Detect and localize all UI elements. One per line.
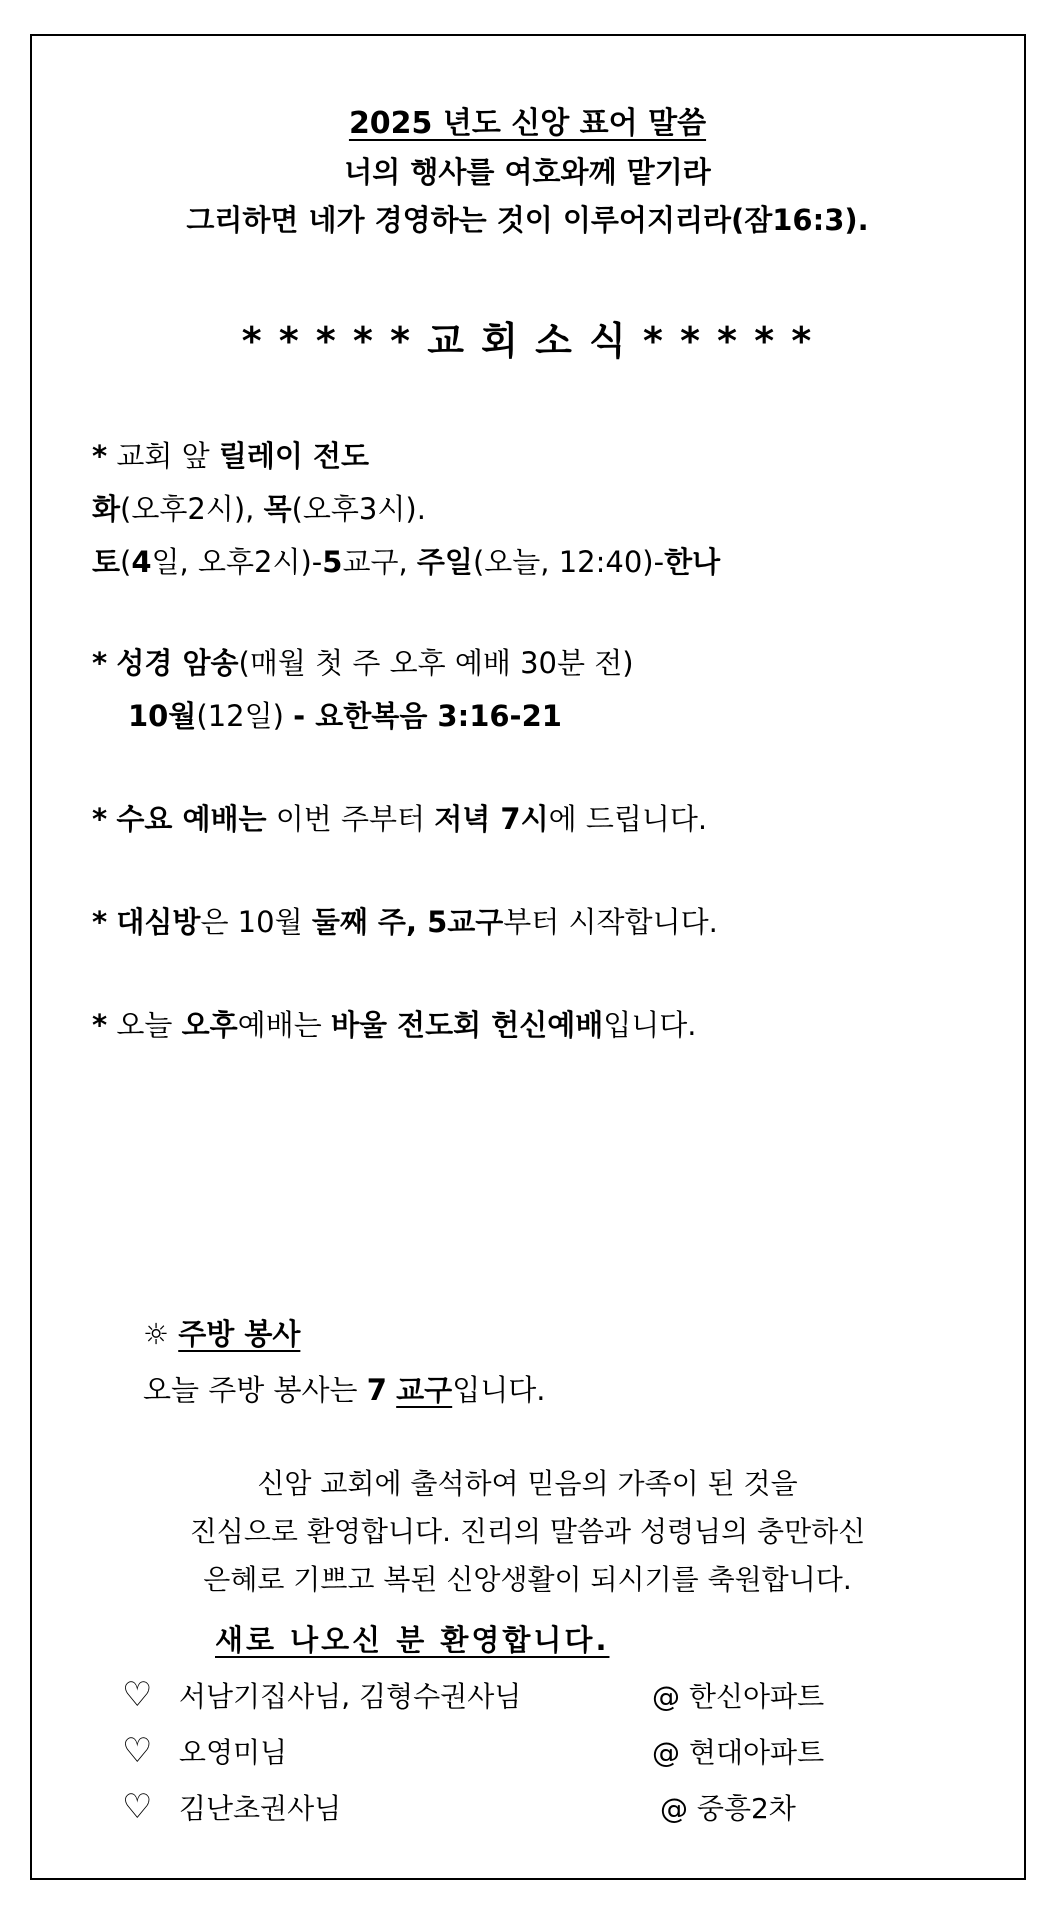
text: 부터 시작합니다. xyxy=(503,905,718,939)
bible-bold: 성경 암송 xyxy=(116,646,239,680)
church-news-header: * * * * * 교 회 소 식 * * * * * xyxy=(241,319,814,363)
bullet: * xyxy=(92,905,108,939)
date: (12일) xyxy=(196,699,294,733)
heart-icon: ♡ xyxy=(122,1675,153,1715)
text: 오늘 xyxy=(116,1008,182,1042)
text: 일, 오후2시)- xyxy=(151,545,323,579)
motto-verse-line2: 그리하면 네가 경영하는 것이 이루어지리라(잠16:3). xyxy=(186,203,869,237)
text: 수요 예배는 xyxy=(116,802,267,836)
day-tue: 화 xyxy=(92,492,121,526)
member-place: @ 중흥2차 xyxy=(660,1792,796,1825)
heart-icon: ♡ xyxy=(122,1731,153,1771)
district-label: 교구 xyxy=(396,1373,453,1407)
member-name: 서남기집사님, 김형수권사님 xyxy=(178,1680,522,1713)
member-name: 김난초권사님 xyxy=(178,1792,342,1825)
group-name: 한나 xyxy=(664,545,721,579)
district-number: 7 xyxy=(366,1373,387,1407)
motto-verse-line1: 너의 행사를 여호와께 맡기라 xyxy=(344,155,711,189)
text: 교구, xyxy=(342,545,417,579)
bullet: * xyxy=(92,802,108,836)
bullet: * xyxy=(92,1008,108,1042)
member-name: 오영미님 xyxy=(178,1736,288,1769)
text: 오후 xyxy=(181,1008,238,1042)
day-sunday: 주일 xyxy=(416,545,473,579)
text: 예배 xyxy=(547,1008,604,1042)
welcome-line3: 은혜로 기쁘고 복된 신앙생활이 되시기를 축원합니다. xyxy=(203,1563,852,1596)
day-sat: 토 xyxy=(92,545,121,579)
date-num: 4 xyxy=(131,545,152,579)
relay-evangelism-line1 xyxy=(92,434,369,475)
afternoon-service-notice xyxy=(92,1003,697,1044)
text: (오늘, 12:40)- xyxy=(472,545,665,579)
passage: - 요한복음 3:16-21 xyxy=(293,699,562,733)
text: 예배 xyxy=(237,1008,294,1042)
text: ( xyxy=(120,545,132,579)
text: 바울 전도회 헌신 xyxy=(330,1008,548,1042)
time-tue: (오후2시), xyxy=(120,492,264,526)
new-member-row xyxy=(122,1787,341,1827)
welcome-title: 새로 나오신 분 환영합니다. xyxy=(215,1623,610,1657)
month: 10월 xyxy=(128,699,197,733)
heart-icon: ♡ xyxy=(122,1787,153,1827)
member-place: @ 현대아파트 xyxy=(652,1736,825,1769)
bible-memorization-line1 xyxy=(92,641,634,682)
motto-title: 2025 년도 신앙 표어 말씀 xyxy=(348,106,707,141)
bible-plain: (매월 첫 주 오후 예배 30분 전) xyxy=(238,646,634,680)
text: 저녁 7시 xyxy=(434,802,549,836)
new-member-row xyxy=(122,1675,521,1715)
new-member-row xyxy=(122,1731,287,1771)
welcome-line1: 신암 교회에 출석하여 믿음의 가족이 된 것을 xyxy=(257,1467,798,1500)
relay-plain: 교회 앞 xyxy=(116,439,210,473)
bullet: * xyxy=(92,439,108,473)
relay-evangelism-line2 xyxy=(92,487,426,528)
text: 입니다. xyxy=(452,1373,546,1407)
district-num: 5 xyxy=(322,545,343,579)
welcome-line2: 진심으로 환영합니다. 진리의 말씀과 성령님의 충만하신 xyxy=(189,1515,866,1548)
text: 는 xyxy=(293,1008,331,1042)
text: 입니다. xyxy=(603,1008,697,1042)
text: 둘째 주, 5교구 xyxy=(311,905,504,939)
bullet: * xyxy=(92,646,108,680)
sun-icon: ☼ xyxy=(143,1317,169,1351)
kitchen-title-text: 주방 봉사 xyxy=(178,1317,301,1351)
day-thu: 목 xyxy=(263,492,292,526)
text: 오늘 주방 봉사는 xyxy=(143,1373,367,1407)
text xyxy=(387,1373,396,1407)
member-place: @ 한신아파트 xyxy=(652,1680,825,1713)
text: 이번 주부터 xyxy=(266,802,435,836)
visitation-notice xyxy=(92,900,718,941)
wednesday-service-notice xyxy=(92,797,707,838)
relay-evangelism-line3 xyxy=(92,540,720,581)
relay-bold: 릴레이 전도 xyxy=(218,439,370,473)
bible-memorization-line2 xyxy=(128,694,562,735)
text: 은 10월 xyxy=(200,905,312,939)
time-thu: (오후3시). xyxy=(291,492,426,526)
kitchen-service-title xyxy=(143,1312,300,1353)
text: 대심방 xyxy=(116,905,201,939)
text: 에 드립니다. xyxy=(548,802,708,836)
kitchen-service-text xyxy=(143,1368,545,1409)
